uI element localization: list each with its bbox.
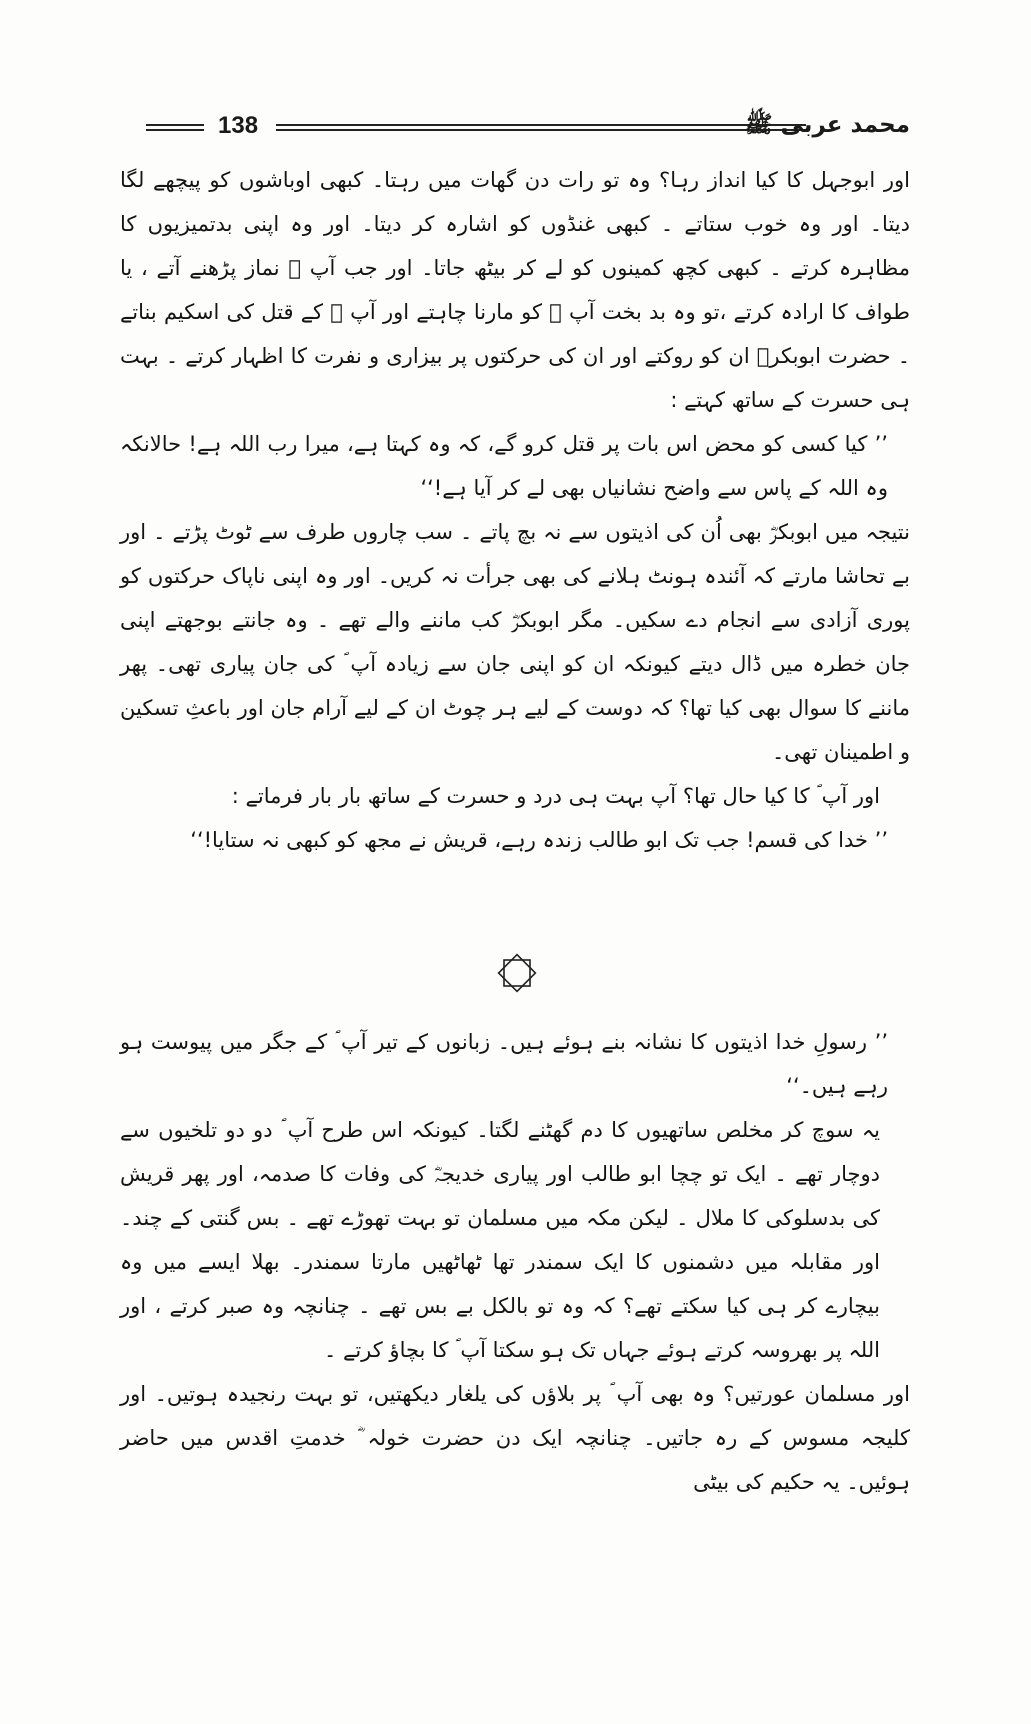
header-rule-middle — [276, 124, 806, 131]
quote-abu-talib: ’’ خدا کی قسم! جب تک ابو طالب زندہ رہے، قریش نے مجھ کو کبھی نہ ستایا!‘‘ — [190, 828, 888, 852]
paragraph-companions: یہ سوچ کر مخلص ساتھیوں کا دم گھٹنے لگتا۔ کیونکہ اس طرح آپ ؐ دو دو تلخیوں سے دوچار تھے ۔ ایک تو چچا ابو طالب اور پیاری خدیجہؓ کی وفات کا صدمہ، اور پھر قریش کی بدسلوکی کا ملال ۔ لیکن مکہ میں مسلمان تو بہت تھوڑے تھے ۔ بس گنتی کے چند۔ اور مقابلہ میں دشمنوں کا ایک سمندر تھا ٹھاٹھیں مارتا سمندر۔ بھلا ایسے میں وہ بیچارے کر ہی کیا سکتے تھے؟ کہ وہ تو بالکل بے بس تھے ۔ چنانچہ وہ صبر کرتے ، اور اللہ پر بھروسہ کرتے ہوئے جہاں تک ہو سکتا آپ ؐ کا بچاؤ کرتے ۔ — [120, 1118, 880, 1362]
page-header — [146, 112, 910, 146]
running-title: محمد عربی ﷺ — [744, 112, 910, 138]
section-divider-ornament-icon — [492, 948, 542, 998]
page-number: 138 — [218, 112, 259, 139]
text-section-1 — [120, 158, 910, 862]
paragraph-abu-jahl: اور ابوجہل کا کیا انداز رہا؟ وہ تو رات دن گھات میں رہتا۔ کبھی اوباشوں کو پیچھے لگا دیتا۔ اور وہ خوب ستاتے ۔ کبھی غنڈوں کو اشارہ کر دیتا۔ اور وہ اپنی بدتمیزیوں کا مظاہرہ کرتے ۔ کبھی کچھ کمینوں کو لے کر بیٹھ جاتا۔ اور جب آپ ؐ نماز پڑھنے آتے ، یا طواف کا ارادہ کرتے ،تو وہ بد بخت آپ ؐ کو مارنا چاہتے اور آپ ؐ کے قتل کی اسکیم بناتے ۔ حضرت ابوبکرؓ ان کو روکتے اور ان کی حرکتوں پر بیزاری و نفرت کا اظہار کرتے ۔ بہت ہی حسرت کے ساتھ کہتے : — [120, 168, 910, 412]
paragraph-prophet-state: اور آپ ؐ کا کیا حال تھا؟ آپ بہت ہی درد و حسرت کے ساتھ بار بار فرماتے : — [231, 784, 880, 808]
paragraph-muslim-women: اور مسلمان عورتیں؟ وہ بھی آپ ؐ پر بلاؤں کی یلغار دیکھتیں، تو بہت رنجیدہ ہوتیں۔ اور کلیجہ مسوس کے رہ جاتیں۔ چنانچہ ایک دن حضرت خولہ ؓ خدمتِ اقدس میں حاضر ہوئیں۔ یہ حکیم کی بیٹی — [120, 1382, 910, 1494]
text-section-2 — [120, 1020, 910, 1504]
quote-companions: ’’ رسولِ خدا اذیتوں کا نشانہ بنے ہوئے ہیں۔ زبانوں کے تیر آپ ؐ کے جگر میں پیوست ہو رہے ہیں۔‘‘ — [120, 1030, 888, 1098]
header-rule-left — [146, 124, 204, 131]
quote-abu-bakr: ’’ کیا کسی کو محض اس بات پر قتل کرو گے، کہ وہ کہتا ہے، میرا رب اللہ ہے! حالانکہ وہ اللہ کے پاس سے واضح نشانیاں بھی لے کر آیا ہے!‘‘ — [120, 432, 888, 500]
paragraph-consequence: نتیجہ میں ابوبکرؓ بھی اُن کی اذیتوں سے نہ بچ پاتے ۔ سب چاروں طرف سے ٹوٹ پڑتے ۔ اور بے تحاشا مارتے کہ آئندہ ہونٹ ہلانے کی بھی جرأت نہ کریں۔ اور وہ اپنی ناپاک حرکتوں کو پوری آزادی سے انجام دے سکیں۔ مگر ابوبکرؓ کب ماننے والے تھے ۔ وہ جانتے بوجھتے اپنی جان خطرہ میں ڈال دیتے کیونکہ ان کو اپنی جان سے زیادہ آپ ؐ کی جان پیاری تھی۔ پھر ماننے کا سوال بھی کیا تھا؟ کہ دوست کے لیے ہر چوٹ ان کے لیے آرام جان اور باعثِ تسکین و اطمینان تھی۔ — [120, 520, 910, 764]
